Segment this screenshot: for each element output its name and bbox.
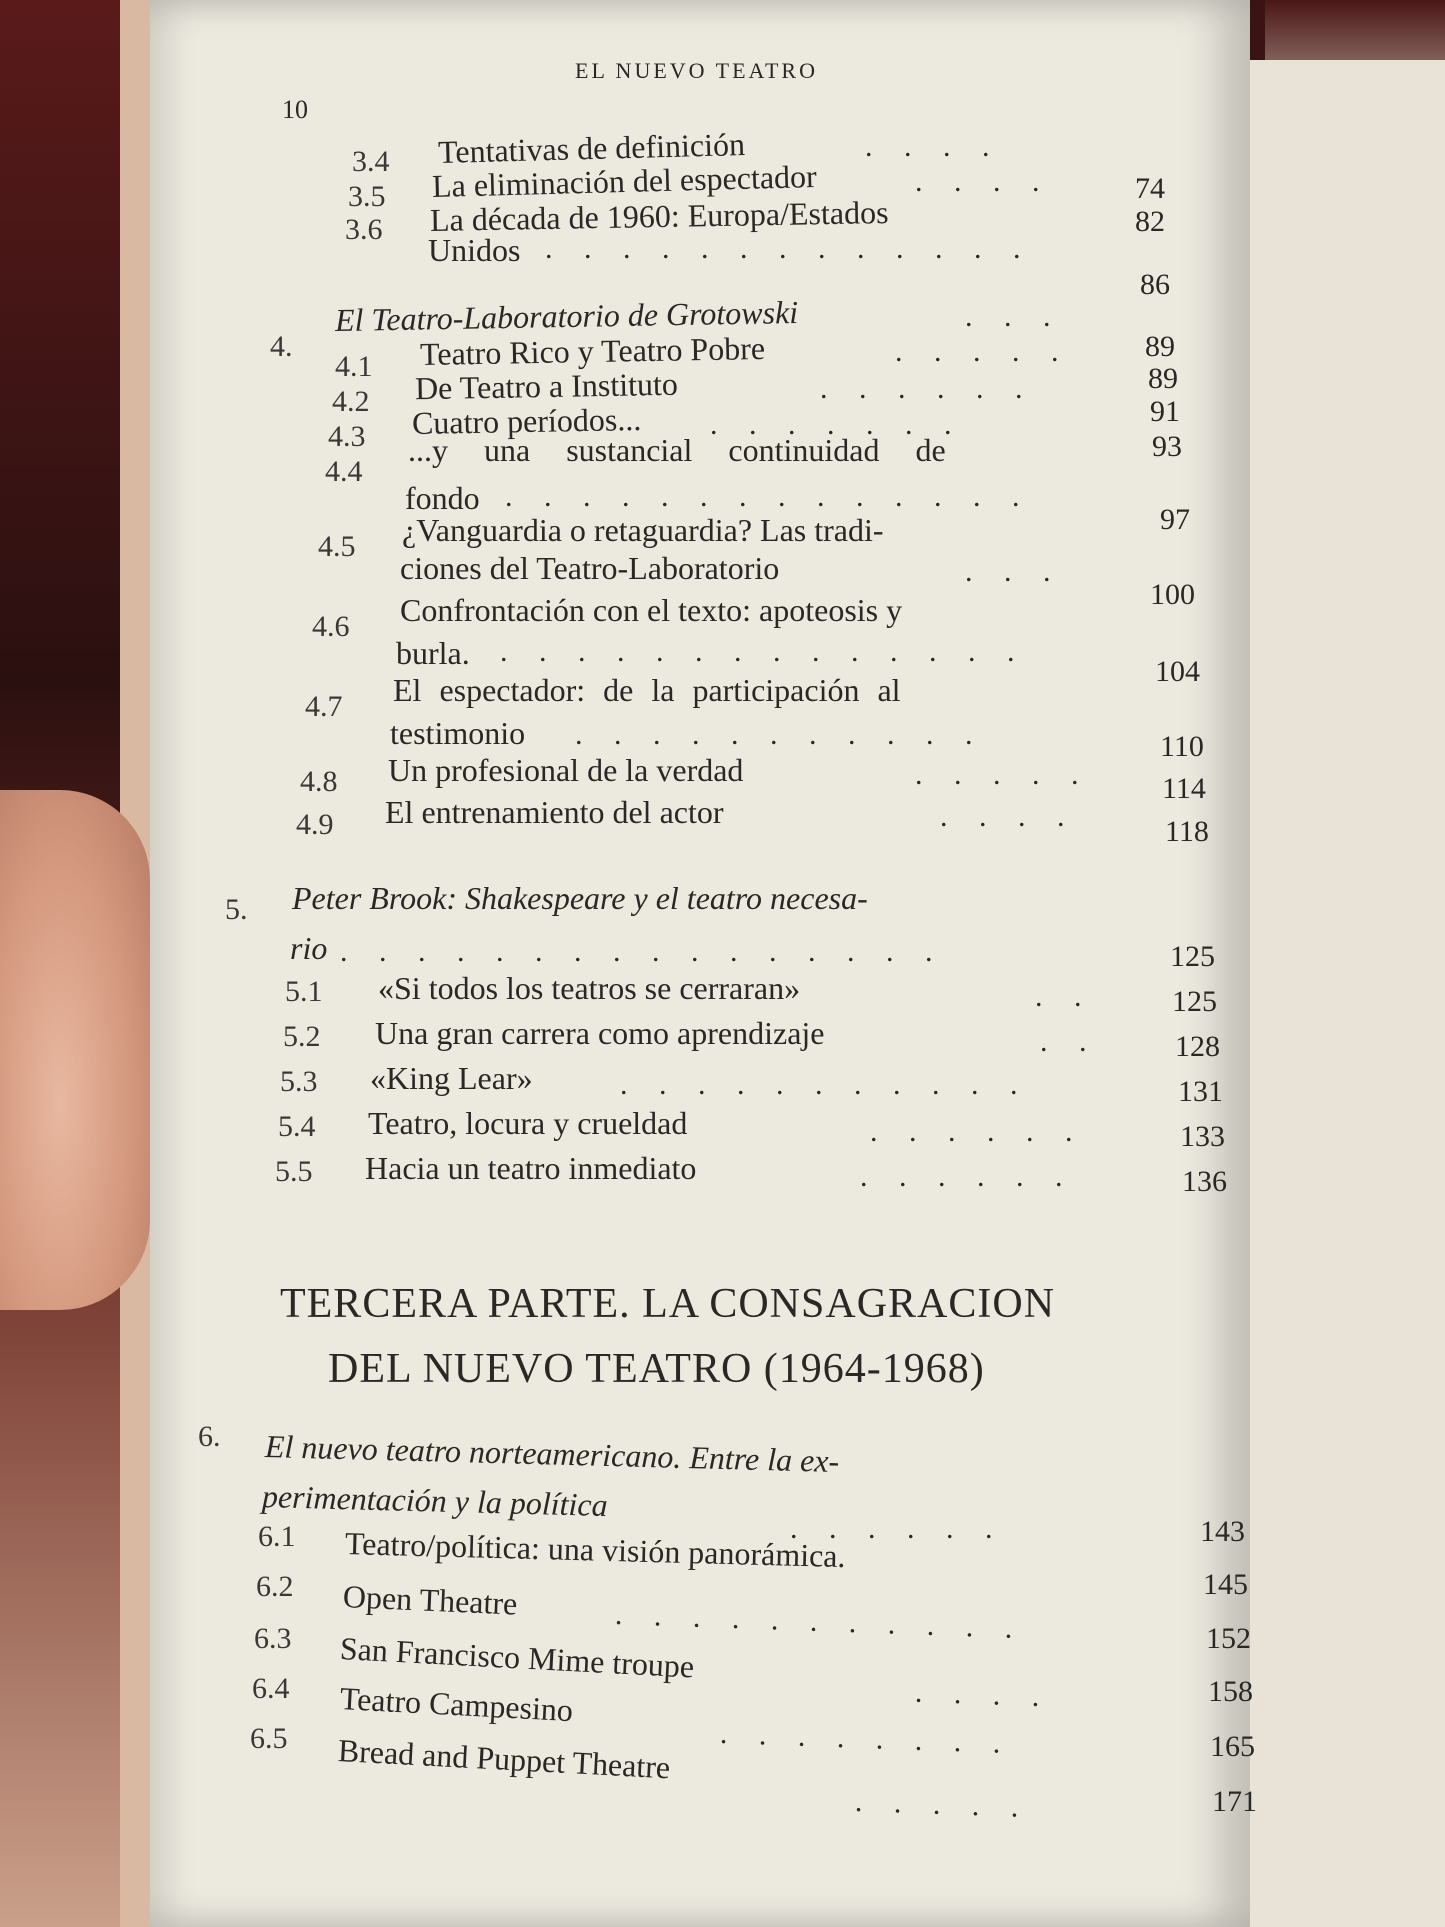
toc-chapter-num: 6. <box>198 1420 221 1453</box>
toc-title: Hacia un teatro inmediato <box>365 1150 697 1186</box>
toc-dots: . . . . . . . . . . . . . <box>545 232 1033 265</box>
toc-page: 97 <box>1160 503 1190 536</box>
toc-chapter-title: El nuevo teatro norteamericano. Entre la ex- <box>264 1428 840 1480</box>
toc-num: 4.4 <box>325 455 363 488</box>
running-head: EL NUEVO TEATRO <box>575 58 818 83</box>
toc-num: 4.3 <box>328 420 366 453</box>
toc-page: 93 <box>1152 430 1182 463</box>
toc-num: 6.5 <box>250 1722 288 1755</box>
toc-title: Open Theatre <box>342 1578 519 1622</box>
toc-page: 143 <box>1200 1515 1245 1548</box>
toc-dots: . . . . . <box>854 1784 1032 1825</box>
toc-page: 114 <box>1162 772 1206 805</box>
toc-title-cont: Unidos <box>428 232 521 268</box>
toc-dots: . . . . . . <box>820 372 1035 405</box>
toc-dots: . . . . . <box>895 335 1071 368</box>
toc-title: ¿Vanguardia o retaguardia? Las tradi- <box>402 512 884 548</box>
toc-title: «King Lear» <box>370 1060 533 1096</box>
toc-title: Teatro/política: una visión panorámica. <box>344 1525 847 1575</box>
part-heading-line2: DEL NUEVO TEATRO (1964-1968) <box>328 1346 985 1392</box>
toc-page: 74 <box>1135 172 1165 205</box>
toc-title: Confrontación con el texto: apoteosis y <box>400 592 903 628</box>
toc-dots: . . . <box>965 555 1063 588</box>
toc-chapter-title-cont: rio <box>290 930 328 966</box>
toc-dots: . . . <box>965 300 1063 333</box>
toc-title-cont: burla. <box>396 635 470 671</box>
toc-title: San Francisco Mime troupe <box>339 1630 696 1685</box>
toc-dots: . . . . . . . <box>710 408 964 441</box>
toc-num: 3.6 <box>345 213 383 246</box>
toc-dots: . . . . . . <box>870 1115 1085 1148</box>
toc-num: 5.4 <box>278 1110 316 1143</box>
toc-num: 4.2 <box>332 385 370 418</box>
toc-num: 4.1 <box>335 350 373 383</box>
toc-dots: . . . . . . . . . . . <box>620 1068 1030 1101</box>
toc-dots: . . . . . . . . . . . . . . . . <box>340 935 945 968</box>
toc-num: 4.6 <box>312 610 350 643</box>
toc-page: 91 <box>1150 395 1180 428</box>
toc-title: Una gran carrera como aprendizaje <box>375 1015 825 1051</box>
toc-num: 4.7 <box>305 690 343 723</box>
toc-dots: . . . . . . . . . . . <box>614 1597 1025 1646</box>
toc-title: La eliminación del espectador <box>431 157 818 205</box>
toc-num: 3.4 <box>352 145 390 178</box>
page-number: 10 <box>282 95 308 124</box>
toc-num: 6.1 <box>258 1520 296 1553</box>
toc-chapter-num: 4. <box>270 330 293 363</box>
toc-title: La década de 1960: Europa/Estados <box>429 194 889 238</box>
part-heading-line1: TERCERA PARTE. LA CONSAGRACION <box>280 1281 1056 1327</box>
toc-title: De Teatro a Instituto <box>414 365 679 407</box>
toc-title: Teatro, locura y crueldad <box>368 1105 688 1141</box>
toc-page: 110 <box>1160 730 1204 763</box>
toc-dots: . . . . . . <box>860 1160 1075 1193</box>
toc-title: El espectador: de la participación al <box>393 672 901 708</box>
toc-title: Bread and Puppet Theatre <box>337 1732 672 1786</box>
toc-title: ...y una sustancial continuidad de <box>408 432 946 468</box>
toc-num: 5.5 <box>275 1155 313 1188</box>
toc-page: 86 <box>1140 268 1170 301</box>
toc-num: 4.5 <box>318 530 356 563</box>
toc-dots: . . . . . . . . . . . . . . <box>505 480 1032 513</box>
toc-num: 3.5 <box>348 180 386 213</box>
toc-chapter-title: El Teatro-Laboratorio de Grotowski <box>334 293 799 339</box>
toc-chapter-title-cont: perimentación y la política <box>261 1478 609 1524</box>
toc-num: 5.2 <box>283 1020 321 1053</box>
toc-page: 131 <box>1178 1075 1223 1108</box>
toc-page: 125 <box>1170 940 1215 973</box>
toc-title: Tentativas de definición <box>437 125 746 171</box>
toc-page: 171 <box>1212 1785 1257 1818</box>
toc-title: Un profesional de la verdad <box>388 752 744 788</box>
toc-page: 165 <box>1210 1730 1255 1763</box>
toc-dots: . . <box>1040 1025 1099 1058</box>
toc-dots: . . . . <box>865 130 1002 163</box>
toc-title-cont: ciones del Teatro-Laboratorio <box>400 550 780 586</box>
toc-dots: . . . . . <box>915 758 1091 791</box>
toc-dots: . . <box>1035 980 1094 1013</box>
toc-num: 6.4 <box>252 1672 290 1705</box>
toc-num: 4.9 <box>296 808 334 841</box>
toc-page: 133 <box>1180 1120 1225 1153</box>
toc-title: «Si todos los teatros se cerraran» <box>378 970 801 1006</box>
toc-num: 5.3 <box>280 1065 318 1098</box>
toc-title: Cuatro períodos... <box>411 401 642 441</box>
toc-num: 6.3 <box>254 1622 292 1655</box>
toc-page: 136 <box>1182 1165 1227 1198</box>
toc-page: 128 <box>1175 1030 1220 1063</box>
toc-title: El entrenamiento del actor <box>385 794 724 830</box>
toc-num: 6.2 <box>256 1570 294 1603</box>
toc-dots: . . . . . . . . <box>719 1716 1014 1761</box>
toc-page: 158 <box>1208 1675 1253 1708</box>
toc-page: 125 <box>1172 985 1217 1018</box>
toc-chapter-title: Peter Brook: Shakespeare y el teatro necesa- <box>292 880 868 916</box>
toc-dots: . . . . <box>914 1675 1053 1714</box>
toc-dots: . . . . <box>940 800 1077 833</box>
toc-dots: . . . . . . <box>790 1512 1005 1545</box>
toc-chapter-num: 5. <box>225 893 248 926</box>
toc-title-cont: fondo <box>405 480 480 516</box>
toc-page: 104 <box>1155 655 1200 688</box>
toc-title: Teatro Campesino <box>339 1680 574 1729</box>
toc-page: 82 <box>1135 205 1165 238</box>
toc-dots: . . . . . . . . . . . <box>575 718 985 751</box>
toc-page: 100 <box>1150 578 1195 611</box>
toc-page: 89 <box>1145 330 1175 363</box>
toc-dots: . . . . <box>915 165 1052 198</box>
toc-page: 145 <box>1203 1568 1248 1601</box>
toc-title-cont: testimonio <box>390 715 526 751</box>
toc-num: 4.8 <box>300 765 338 798</box>
toc-dots: . . . . . . . . . . . . . . <box>500 635 1027 668</box>
facing-page <box>1240 60 1445 1927</box>
holding-thumb <box>0 790 150 1310</box>
toc-title: Teatro Rico y Teatro Pobre <box>419 329 766 373</box>
toc-num: 5.1 <box>285 975 323 1008</box>
toc-page: 152 <box>1206 1622 1251 1655</box>
toc-page: 89 <box>1148 362 1178 395</box>
toc-page: 118 <box>1165 815 1209 848</box>
